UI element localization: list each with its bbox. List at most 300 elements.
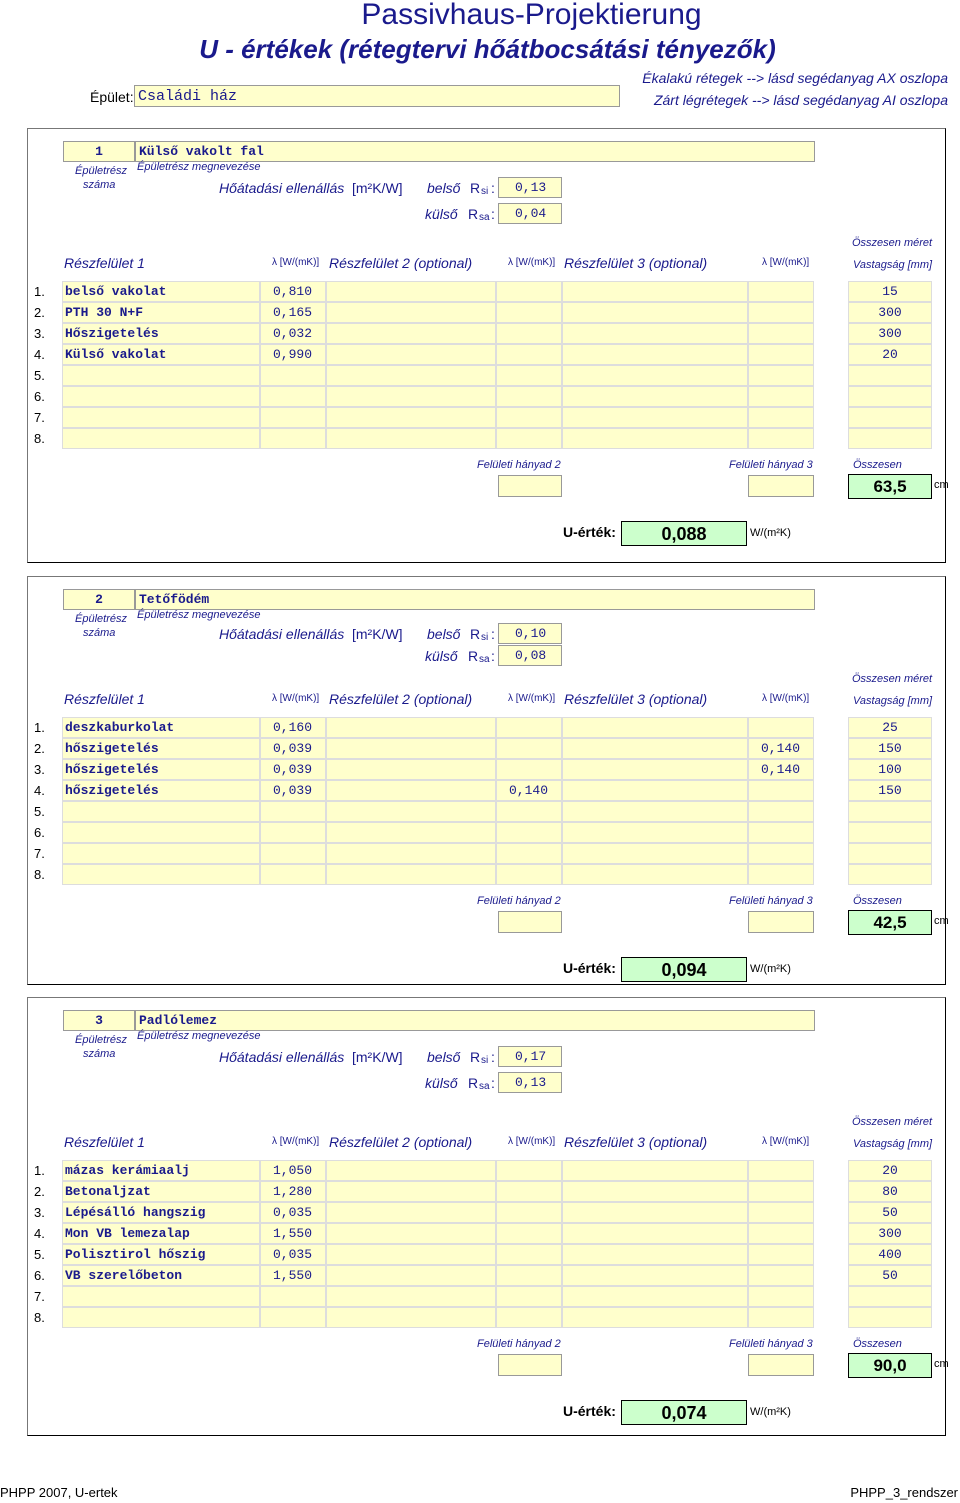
- material-cell[interactable]: [326, 1223, 496, 1244]
- material-cell[interactable]: [562, 344, 748, 365]
- material-cell[interactable]: [62, 428, 260, 449]
- thickness-cell[interactable]: [848, 407, 932, 428]
- material-cell[interactable]: [562, 1160, 748, 1181]
- col-header-2: Részfelület 2 (optional): [329, 255, 473, 271]
- material-cell[interactable]: [562, 780, 748, 801]
- fraction-3-label: Felületi hányad 3: [729, 1338, 813, 1350]
- material-cell[interactable]: [326, 822, 496, 843]
- lambda-cell[interactable]: [748, 407, 814, 428]
- material-cell[interactable]: [562, 864, 748, 885]
- col-header-2: Részfelület 2 (optional): [329, 1134, 473, 1150]
- row-number: 5.: [34, 804, 45, 819]
- thickness-cell[interactable]: [848, 864, 932, 885]
- thickness-cell[interactable]: [848, 1286, 932, 1307]
- material-cell[interactable]: [326, 1244, 496, 1265]
- material-cell[interactable]: [326, 428, 496, 449]
- row-number: 7.: [34, 846, 45, 861]
- material-cell[interactable]: [326, 864, 496, 885]
- material-cell[interactable]: hőszigetelés: [62, 780, 260, 801]
- outer-label: külső: [425, 206, 458, 222]
- material-cell[interactable]: deszkaburkolat: [62, 717, 260, 738]
- lambda-cell[interactable]: [748, 323, 814, 344]
- part-number-label: Épületrész: [75, 613, 127, 625]
- rsi-colon: :: [491, 626, 495, 642]
- u-unit: W/(m²K): [750, 1406, 791, 1418]
- lambda-cell[interactable]: [496, 1286, 562, 1307]
- lambda-cell[interactable]: [496, 365, 562, 386]
- total-size-label: Összesen méret: [852, 673, 933, 685]
- material-cell[interactable]: [562, 1181, 748, 1202]
- material-cell[interactable]: [326, 843, 496, 864]
- outer-label: külső: [425, 1075, 458, 1091]
- row-number: 8.: [34, 867, 45, 882]
- rsi-label: R: [470, 180, 481, 196]
- part-name-field[interactable]: Tetőfödém: [135, 589, 815, 610]
- material-cell[interactable]: [326, 1265, 496, 1286]
- material-cell[interactable]: [326, 1160, 496, 1181]
- rsa-subscript: sa: [479, 1081, 490, 1092]
- lambda-cell[interactable]: [496, 738, 562, 759]
- part-number-label-2: száma: [83, 179, 116, 191]
- material-cell[interactable]: [326, 780, 496, 801]
- lambda-cell[interactable]: [748, 801, 814, 822]
- material-cell[interactable]: [326, 1181, 496, 1202]
- material-cell[interactable]: [562, 428, 748, 449]
- row-number: 8.: [34, 431, 45, 446]
- material-cell[interactable]: [562, 822, 748, 843]
- lambda-cell[interactable]: 0,160: [260, 717, 326, 738]
- thickness-cell[interactable]: 400: [848, 1244, 932, 1265]
- thickness-cell[interactable]: 25: [848, 717, 932, 738]
- cm-unit: cm: [934, 1358, 949, 1370]
- material-cell[interactable]: [562, 407, 748, 428]
- row-number: 6.: [34, 1268, 45, 1283]
- part-name-label: Épületrész megnevezése: [137, 609, 261, 621]
- material-cell[interactable]: [562, 1223, 748, 1244]
- total-label: Összesen: [853, 895, 902, 907]
- lambda-header-1: λ [W/(mK)]: [272, 1136, 320, 1147]
- row-number: 3.: [34, 762, 45, 777]
- material-cell[interactable]: PTH 30 N+F: [62, 302, 260, 323]
- material-cell[interactable]: [562, 1244, 748, 1265]
- total-label: Összesen: [853, 1338, 902, 1350]
- thickness-cell[interactable]: [848, 843, 932, 864]
- inner-label: belső: [427, 1049, 461, 1065]
- material-cell[interactable]: belső vakolat: [62, 281, 260, 302]
- material-cell[interactable]: VB szerelőbeton: [62, 1265, 260, 1286]
- lambda-cell[interactable]: [748, 780, 814, 801]
- cm-unit: cm: [934, 479, 949, 491]
- material-cell[interactable]: [326, 302, 496, 323]
- thickness-cell[interactable]: 300: [848, 323, 932, 344]
- thickness-cell[interactable]: 300: [848, 302, 932, 323]
- material-cell[interactable]: [326, 407, 496, 428]
- thickness-cell[interactable]: 20: [848, 344, 932, 365]
- lambda-cell[interactable]: [496, 759, 562, 780]
- lambda-header-1: λ [W/(mK)]: [272, 693, 320, 704]
- total-size-label: Összesen méret: [852, 237, 933, 249]
- row-number: 4.: [34, 347, 45, 362]
- rsi-label: R: [470, 626, 481, 642]
- material-cell[interactable]: [562, 717, 748, 738]
- inner-label: belső: [427, 626, 461, 642]
- thickness-cell[interactable]: 300: [848, 1223, 932, 1244]
- row-number: 7.: [34, 410, 45, 425]
- lambda-cell[interactable]: [748, 717, 814, 738]
- material-cell[interactable]: [562, 302, 748, 323]
- lambda-cell[interactable]: [496, 302, 562, 323]
- thickness-cell[interactable]: 20: [848, 1160, 932, 1181]
- rsa-colon: :: [491, 648, 495, 664]
- fraction-3-label: Felületi hányad 3: [729, 459, 813, 471]
- material-cell[interactable]: [62, 843, 260, 864]
- rsi-label: R: [470, 1049, 481, 1065]
- rsa-field[interactable]: 0,08: [498, 645, 562, 666]
- lambda-cell[interactable]: [748, 1307, 814, 1328]
- col-header-1: Részfelület 1: [64, 255, 145, 271]
- thickness-header: Vastagság [mm]: [853, 259, 933, 271]
- lambda-cell[interactable]: [748, 428, 814, 449]
- row-number: 8.: [34, 1310, 45, 1325]
- material-cell[interactable]: [326, 386, 496, 407]
- material-cell[interactable]: [62, 1286, 260, 1307]
- material-cell[interactable]: Lépésálló hangszig: [62, 1202, 260, 1223]
- part-number-label-2: száma: [83, 627, 116, 639]
- col-header-2: Részfelület 2 (optional): [329, 691, 473, 707]
- total-thickness-value: 42,5: [848, 910, 932, 935]
- part-name-label: Épületrész megnevezése: [137, 1030, 261, 1042]
- lambda-cell[interactable]: 0,032: [260, 323, 326, 344]
- thickness-cell[interactable]: 15: [848, 281, 932, 302]
- u-unit: W/(m²K): [750, 963, 791, 975]
- lambda-cell[interactable]: 1,550: [260, 1265, 326, 1286]
- lambda-cell[interactable]: [496, 1244, 562, 1265]
- material-cell[interactable]: [562, 843, 748, 864]
- fraction-3-label: Felületi hányad 3: [729, 895, 813, 907]
- part-name-field[interactable]: Külső vakolt fal: [135, 141, 815, 162]
- lambda-header-3: λ [W/(mK)]: [762, 693, 810, 704]
- thickness-cell[interactable]: [848, 365, 932, 386]
- lambda-cell[interactable]: [260, 1286, 326, 1307]
- material-cell[interactable]: [562, 1265, 748, 1286]
- material-cell[interactable]: [326, 759, 496, 780]
- row-number: 6.: [34, 389, 45, 404]
- lambda-cell[interactable]: [496, 323, 562, 344]
- rsa-subscript: sa: [479, 654, 490, 665]
- lambda-cell[interactable]: 0,990: [260, 344, 326, 365]
- resistance-label: Hőátadási ellenállás: [219, 180, 345, 196]
- thickness-cell[interactable]: [848, 801, 932, 822]
- lambda-cell[interactable]: [748, 1160, 814, 1181]
- rsa-label: R: [468, 206, 479, 222]
- lambda-cell[interactable]: [496, 407, 562, 428]
- lambda-cell[interactable]: 0,810: [260, 281, 326, 302]
- row-number: 4.: [34, 783, 45, 798]
- part-name-label: Épületrész megnevezése: [137, 161, 261, 173]
- col-header-1: Részfelület 1: [64, 691, 145, 707]
- lambda-cell[interactable]: [496, 822, 562, 843]
- part-number-field[interactable]: 2: [63, 589, 135, 610]
- lambda-cell[interactable]: [260, 365, 326, 386]
- thickness-cell[interactable]: 50: [848, 1202, 932, 1223]
- lambda-cell[interactable]: [748, 1202, 814, 1223]
- lambda-cell[interactable]: [748, 281, 814, 302]
- fraction-2-label: Felületi hányad 2: [477, 895, 561, 907]
- lambda-cell[interactable]: [496, 717, 562, 738]
- u-unit: W/(m²K): [750, 527, 791, 539]
- total-thickness-value: 63,5: [848, 474, 932, 499]
- fraction-2-field[interactable]: [498, 1354, 562, 1376]
- resistance-label: Hőátadási ellenállás: [219, 626, 345, 642]
- thickness-header: Vastagság [mm]: [853, 695, 933, 707]
- lambda-cell[interactable]: [260, 428, 326, 449]
- col-header-3: Részfelület 3 (optional): [564, 1134, 708, 1150]
- rsi-subscript: si: [481, 186, 489, 197]
- u-value: 0,094: [621, 957, 747, 982]
- lambda-cell[interactable]: [748, 843, 814, 864]
- total-size-label: Összesen méret: [852, 1116, 933, 1128]
- lambda-cell[interactable]: 0,035: [260, 1244, 326, 1265]
- row-number: 2.: [34, 1184, 45, 1199]
- rsa-field[interactable]: 0,04: [498, 203, 562, 224]
- lambda-header-3: λ [W/(mK)]: [762, 1136, 810, 1147]
- part-number-label-2: száma: [83, 1048, 116, 1060]
- lambda-cell[interactable]: [748, 302, 814, 323]
- lambda-cell[interactable]: [748, 1265, 814, 1286]
- lambda-header-2: λ [W/(mK)]: [508, 257, 556, 268]
- lambda-cell[interactable]: [260, 822, 326, 843]
- lambda-cell[interactable]: [496, 1307, 562, 1328]
- total-thickness-value: 90,0: [848, 1353, 932, 1378]
- material-cell[interactable]: [326, 738, 496, 759]
- resistance-unit: [m²K/W]: [352, 626, 403, 642]
- col-header-3: Részfelület 3 (optional): [564, 255, 708, 271]
- material-cell[interactable]: [326, 281, 496, 302]
- u-value: 0,088: [621, 521, 747, 546]
- material-cell[interactable]: [562, 1286, 748, 1307]
- material-cell[interactable]: [326, 1202, 496, 1223]
- lambda-cell[interactable]: [496, 843, 562, 864]
- thickness-cell[interactable]: [848, 1307, 932, 1328]
- material-cell[interactable]: [562, 281, 748, 302]
- thickness-cell[interactable]: 100: [848, 759, 932, 780]
- rsi-field[interactable]: 0,17: [498, 1046, 562, 1067]
- rsi-subscript: si: [481, 1055, 489, 1066]
- fraction-3-field[interactable]: [748, 1354, 814, 1376]
- material-cell[interactable]: hőszigetelés: [62, 759, 260, 780]
- material-cell[interactable]: [562, 1202, 748, 1223]
- thickness-cell[interactable]: [848, 822, 932, 843]
- lambda-cell[interactable]: [496, 1181, 562, 1202]
- lambda-cell[interactable]: 1,050: [260, 1160, 326, 1181]
- rsi-field[interactable]: 0,10: [498, 623, 562, 644]
- lambda-cell[interactable]: [260, 386, 326, 407]
- fraction-2-label: Felületi hányad 2: [477, 459, 561, 471]
- material-cell[interactable]: [62, 1307, 260, 1328]
- lambda-cell[interactable]: 1,280: [260, 1181, 326, 1202]
- lambda-cell[interactable]: [748, 344, 814, 365]
- page-title: Passivhaus-Projektierung: [361, 0, 702, 31]
- thickness-cell[interactable]: 50: [848, 1265, 932, 1286]
- lambda-cell[interactable]: [496, 1265, 562, 1286]
- lambda-header-2: λ [W/(mK)]: [508, 1136, 556, 1147]
- lambda-cell[interactable]: [748, 1286, 814, 1307]
- resistance-label: Hőátadási ellenállás: [219, 1049, 345, 1065]
- material-cell[interactable]: [62, 365, 260, 386]
- row-number: 7.: [34, 1289, 45, 1304]
- page-subtitle: U - értékek (rétegtervi hőátbocsátási tényezők): [199, 34, 776, 64]
- material-cell[interactable]: [62, 386, 260, 407]
- lambda-cell[interactable]: [496, 1160, 562, 1181]
- lambda-cell[interactable]: [496, 281, 562, 302]
- rsi-subscript: si: [481, 632, 489, 643]
- row-number: 3.: [34, 1205, 45, 1220]
- rsa-colon: :: [491, 206, 495, 222]
- lambda-cell[interactable]: [496, 801, 562, 822]
- material-cell[interactable]: [326, 344, 496, 365]
- u-value-label: U-érték:: [563, 1403, 616, 1419]
- lambda-cell[interactable]: [748, 864, 814, 885]
- rsa-label: R: [468, 648, 479, 664]
- lambda-cell[interactable]: [260, 407, 326, 428]
- fraction-2-label: Felületi hányad 2: [477, 1338, 561, 1350]
- row-number: 4.: [34, 1226, 45, 1241]
- material-cell[interactable]: [326, 1307, 496, 1328]
- lambda-cell[interactable]: [260, 843, 326, 864]
- material-cell[interactable]: [326, 1286, 496, 1307]
- material-cell[interactable]: [62, 407, 260, 428]
- material-cell[interactable]: [326, 801, 496, 822]
- lambda-cell[interactable]: [260, 864, 326, 885]
- lambda-cell[interactable]: [748, 1223, 814, 1244]
- material-cell[interactable]: Betonaljzat: [62, 1181, 260, 1202]
- material-cell[interactable]: [326, 323, 496, 344]
- material-cell[interactable]: [562, 365, 748, 386]
- thickness-cell[interactable]: 150: [848, 780, 932, 801]
- lambda-cell[interactable]: 0,140: [748, 759, 814, 780]
- fraction-2-field[interactable]: [498, 911, 562, 933]
- rsa-subscript: sa: [479, 212, 490, 223]
- row-number: 6.: [34, 825, 45, 840]
- material-cell[interactable]: Mon VB lemezalap: [62, 1223, 260, 1244]
- inner-label: belső: [427, 180, 461, 196]
- material-cell[interactable]: [562, 801, 748, 822]
- material-cell[interactable]: [562, 323, 748, 344]
- part-number-field[interactable]: 1: [63, 141, 135, 162]
- footer-left: PHPP 2007, U-ertek: [0, 1485, 118, 1500]
- material-cell[interactable]: [562, 738, 748, 759]
- col-header-1: Részfelület 1: [64, 1134, 145, 1150]
- lambda-cell[interactable]: 0,035: [260, 1202, 326, 1223]
- lambda-cell[interactable]: 0,140: [748, 738, 814, 759]
- row-number: 1.: [34, 720, 45, 735]
- material-cell[interactable]: [62, 822, 260, 843]
- part-number-label: Épületrész: [75, 165, 127, 177]
- rsi-colon: :: [491, 180, 495, 196]
- row-number: 3.: [34, 326, 45, 341]
- material-cell[interactable]: [562, 759, 748, 780]
- row-number: 1.: [34, 1163, 45, 1178]
- fraction-2-field[interactable]: [498, 475, 562, 497]
- u-value-label: U-érték:: [563, 524, 616, 540]
- u-value-label: U-érték:: [563, 960, 616, 976]
- material-cell[interactable]: hőszigetelés: [62, 738, 260, 759]
- lambda-cell[interactable]: [260, 1307, 326, 1328]
- lambda-cell[interactable]: [496, 864, 562, 885]
- row-number: 2.: [34, 305, 45, 320]
- rsi-field[interactable]: 0,13: [498, 177, 562, 198]
- rsa-field[interactable]: 0,13: [498, 1072, 562, 1093]
- total-label: Összesen: [853, 459, 902, 471]
- cm-unit: cm: [934, 915, 949, 927]
- row-number: 2.: [34, 741, 45, 756]
- thickness-cell[interactable]: [848, 428, 932, 449]
- building-name-field[interactable]: Családi ház: [134, 85, 620, 107]
- hint-air-layers: Zárt légrétegek --> lásd segédanyag AI oszlopa: [653, 92, 948, 108]
- lambda-header-2: λ [W/(mK)]: [508, 693, 556, 704]
- row-number: 5.: [34, 1247, 45, 1262]
- material-cell[interactable]: Polisztirol hőszig: [62, 1244, 260, 1265]
- material-cell[interactable]: [562, 1307, 748, 1328]
- lambda-cell[interactable]: [260, 801, 326, 822]
- lambda-header-3: λ [W/(mK)]: [762, 257, 810, 268]
- thickness-header: Vastagság [mm]: [853, 1138, 933, 1150]
- lambda-cell[interactable]: 0,039: [260, 738, 326, 759]
- thickness-cell[interactable]: [848, 386, 932, 407]
- fraction-3-field[interactable]: [748, 911, 814, 933]
- footer-right: PHPP_3_rendszer: [850, 1485, 958, 1500]
- fraction-3-field[interactable]: [748, 475, 814, 497]
- material-cell[interactable]: mázas kerámiaalj: [62, 1160, 260, 1181]
- u-value: 0,074: [621, 1400, 747, 1425]
- material-cell[interactable]: [326, 365, 496, 386]
- lambda-header-1: λ [W/(mK)]: [272, 257, 320, 268]
- lambda-cell[interactable]: [496, 428, 562, 449]
- lambda-cell[interactable]: [496, 1223, 562, 1244]
- lambda-cell[interactable]: [748, 386, 814, 407]
- row-number: 5.: [34, 368, 45, 383]
- material-cell[interactable]: [62, 801, 260, 822]
- material-cell[interactable]: Külső vakolat: [62, 344, 260, 365]
- building-label: Épület:: [90, 89, 134, 105]
- lambda-cell[interactable]: 0,039: [260, 780, 326, 801]
- resistance-unit: [m²K/W]: [352, 180, 403, 196]
- material-cell[interactable]: [326, 717, 496, 738]
- lambda-cell[interactable]: [748, 822, 814, 843]
- material-cell[interactable]: [62, 864, 260, 885]
- lambda-cell[interactable]: 0,039: [260, 759, 326, 780]
- part-number-field[interactable]: 3: [63, 1010, 135, 1031]
- material-cell[interactable]: Hőszigetelés: [62, 323, 260, 344]
- row-number: 1.: [34, 284, 45, 299]
- part-name-field[interactable]: Padlólemez: [135, 1010, 815, 1031]
- lambda-cell[interactable]: [748, 1181, 814, 1202]
- lambda-cell[interactable]: [748, 365, 814, 386]
- lambda-cell[interactable]: 0,165: [260, 302, 326, 323]
- lambda-cell[interactable]: [496, 344, 562, 365]
- thickness-cell[interactable]: 150: [848, 738, 932, 759]
- lambda-cell[interactable]: 0,140: [496, 780, 562, 801]
- rsi-colon: :: [491, 1049, 495, 1065]
- col-header-3: Részfelület 3 (optional): [564, 691, 708, 707]
- material-cell[interactable]: [562, 386, 748, 407]
- lambda-cell[interactable]: [496, 386, 562, 407]
- lambda-cell[interactable]: [496, 1202, 562, 1223]
- lambda-cell[interactable]: 1,550: [260, 1223, 326, 1244]
- outer-label: külső: [425, 648, 458, 664]
- thickness-cell[interactable]: 80: [848, 1181, 932, 1202]
- lambda-cell[interactable]: [748, 1244, 814, 1265]
